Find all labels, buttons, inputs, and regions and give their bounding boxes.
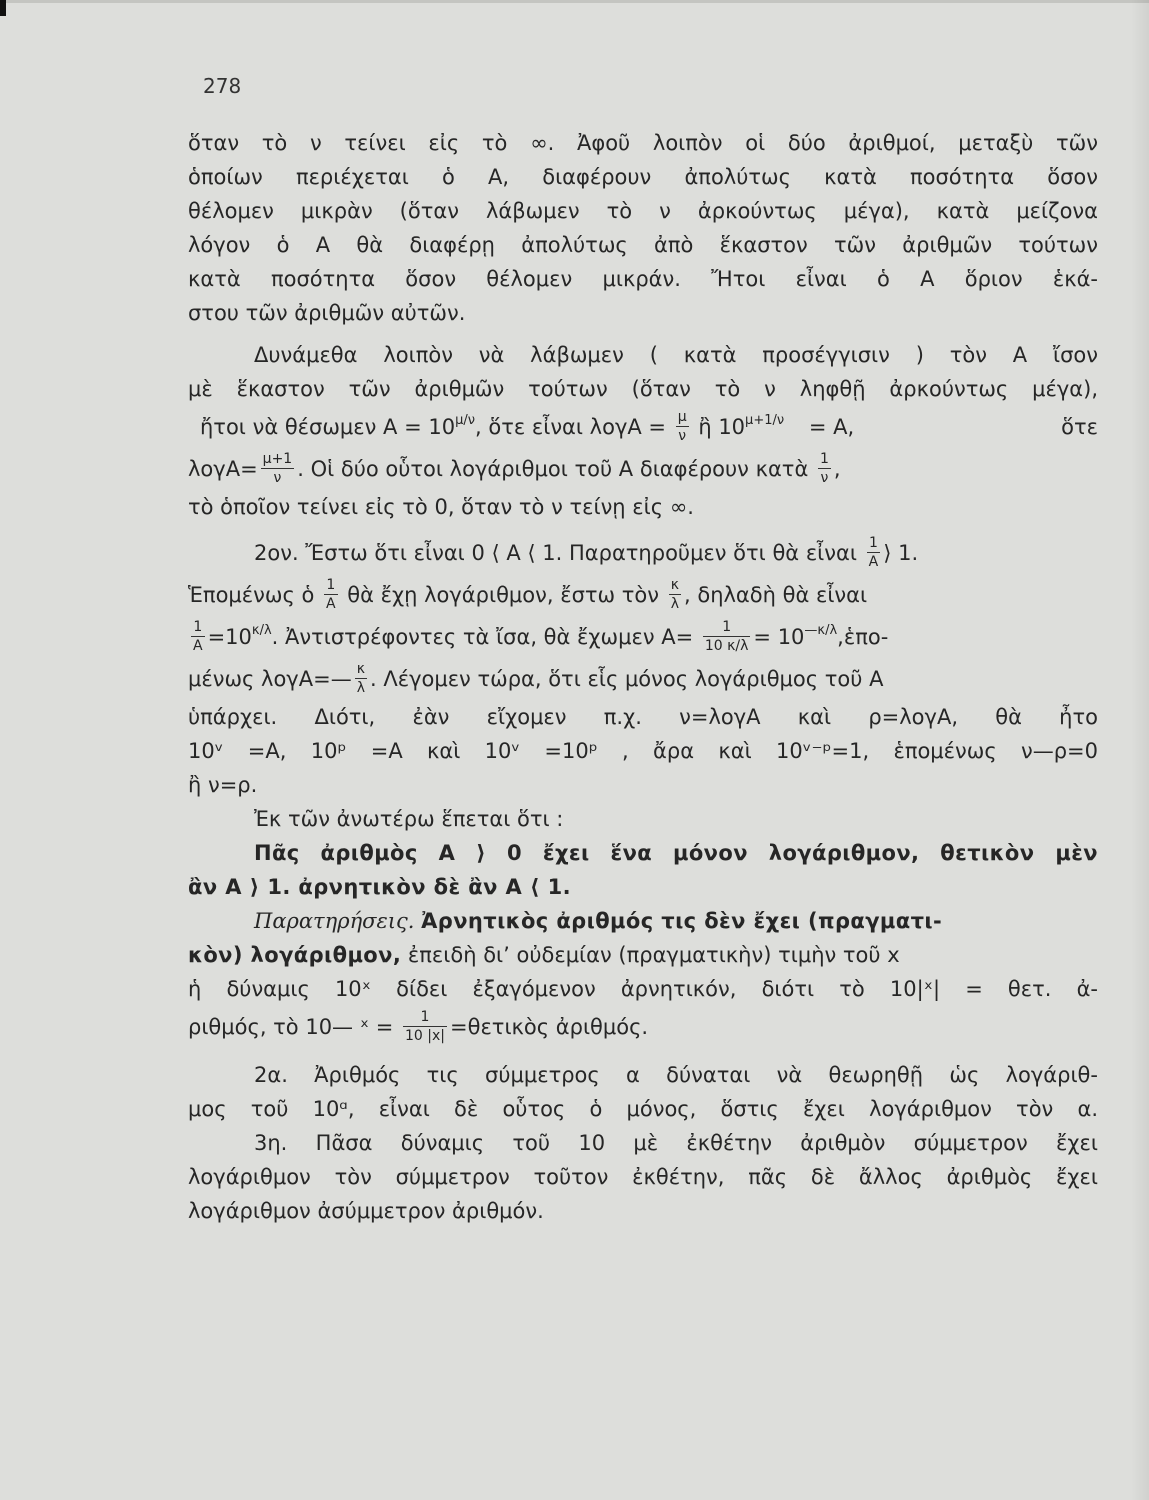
formula-line xyxy=(188,406,1098,448)
scan-corner-mark xyxy=(0,0,6,16)
formula-line xyxy=(188,616,1098,658)
page-top-edge xyxy=(0,0,1149,3)
text-segment: =10 xyxy=(207,625,252,649)
text-line: θέλομεν μικρὰν (ὅταν λάβωμεν τὸ ν ἀρκούντως μέγα), κατὰ μείζονα xyxy=(188,199,1098,223)
formula-line xyxy=(188,658,1098,700)
formula-line xyxy=(188,532,1098,574)
fraction-1-over-nu: $\frac{1}{\nu}$ xyxy=(819,450,829,486)
exponent-mu-plus-1-over-nu: μ+1/ν xyxy=(745,413,785,428)
text-segment: ἐπειδὴ δι’ οὐδεμίαν (πραγματικὴν) τιμὴν τοῦ x xyxy=(407,943,900,967)
text-segment: = Α, xyxy=(808,415,855,439)
theorem-line xyxy=(188,836,1098,870)
page-number: 278 xyxy=(203,74,242,98)
theorem-line xyxy=(188,870,1098,904)
text-line: λογάριθμον ἀσύμμετρον ἀριθμόν. xyxy=(188,1199,544,1223)
formula-segment xyxy=(200,406,854,448)
text-line: λογάριθμον τὸν σύμμετρον τοῦτον ἐκθέτην, πᾶς δὲ ἄλλος ἀριθμὸς ἔχει xyxy=(188,1165,1098,1189)
text-line: ἢ ν=ρ. xyxy=(188,773,258,797)
text-line: 3η. Πᾶσα δύναμις τοῦ 10 μὲ ἐκθέτην ἀριθμὸν σύμμετρον ἔχει xyxy=(254,1131,1098,1155)
text-segment: . Οἱ δύο οὗτοι λογάριθμοι τοῦ Α διαφέρουν κατὰ xyxy=(297,457,809,481)
fraction-mu-plus-1-over-nu: $\frac{\mu+1}{\nu}$ xyxy=(262,450,293,486)
text-line: ὑπάρχει. Διότι, ἐὰν εἴχομεν π.χ. ν=λογΑ καὶ ρ=λογΑ, θὰ ἦτο xyxy=(188,705,1098,729)
fraction-1-over-10-kl: $\frac{1}{10 \kappa/\lambda}$ xyxy=(704,618,749,654)
fraction-1-over-A: $\frac{1}{A}$ xyxy=(326,576,336,612)
text-line: ὁποίων περιέχεται ὁ Α, διαφέρουν ἀπολύτως κατὰ ποσότητα ὅσον xyxy=(188,165,1098,189)
text-line: 2α. Ἀριθμός τις σύμμετρος α δύναται νὰ θεωρηθῇ ὡς λογάριθ- xyxy=(254,1063,1098,1087)
remarks-line xyxy=(188,904,1098,938)
text-segment: =θετικὸς ἀριθμός. xyxy=(450,1015,649,1039)
exponent-kappa-over-lambda: κ/λ xyxy=(251,623,272,638)
text-segment: . Λέγομεν τώρα, ὅτι εἷς μόνος λογάριθμος τοῦ Α xyxy=(370,667,884,691)
text-line: 10ᵛ =Α, 10ᵖ =Α καὶ 10ᵛ =10ᵖ , ἄρα καὶ 10ᵛ⁻ᵖ=1, ἑπομένως ν—ρ=0 xyxy=(188,739,1098,763)
exponent-mu-over-nu: μ/ν xyxy=(455,413,475,428)
text-line: Ἐκ τῶν ἀνωτέρω ἕπεται ὅτι : xyxy=(254,807,564,831)
text-segment: Ἑπομένως ὁ xyxy=(188,583,315,607)
text-segment: = 10 xyxy=(753,625,805,649)
formula-line xyxy=(188,1006,1098,1048)
text-segment: ⟩ 1. xyxy=(883,541,919,565)
formula-line xyxy=(188,574,1098,616)
text-line: λόγον ὁ Α θὰ διαφέρῃ ἀπολύτως ἀπὸ ἕκαστον τῶν ἀριθμῶν τούτων xyxy=(188,233,1098,257)
text-line: μος τοῦ 10ᵅ, εἶναι δὲ οὗτος ὁ μόνος, ὅστις ἔχει λογάριθμον τὸν α. xyxy=(188,1097,1098,1121)
theorem-text: Πᾶς ἀριθμὸς Α ⟩ 0 ἔχει ἕνα μόνον λογάριθμον, θετικὸν μὲν xyxy=(254,841,1098,865)
fraction-1-over-10-abs-x: $\frac{1}{10 |x|}$ xyxy=(405,1008,445,1044)
text-segment: . Ἀντιστρέφοντες τὰ ἴσα, θὰ ἔχωμεν Α= xyxy=(271,625,694,649)
remarks-heading: Παρατηρήσεις. xyxy=(254,909,415,933)
exponent-neg-kappa-over-lambda: —κ/λ xyxy=(804,623,838,638)
fraction-kappa-over-lambda: $\frac{\kappa}{\lambda}$ xyxy=(356,660,365,696)
text-line: κατὰ ποσότητα ὅσον θέλομεν μικράν. Ἤτοι εἶναι ὁ Α ὅριον ἑκά- xyxy=(188,267,1098,291)
fraction-mu-over-nu: $\frac{\mu}{\nu}$ xyxy=(677,408,687,444)
text-segment: μένως λογΑ=— xyxy=(188,667,352,691)
page-edge-shadow xyxy=(1131,0,1149,1500)
remark-bold-text: Ἀρνητικὸς ἀριθμός τις δὲν ἔχει (πραγματι- xyxy=(421,909,943,933)
text-segment: ἢ 10 xyxy=(698,415,746,439)
remark-bold-text: κὸν) λογάριθμον, xyxy=(188,943,402,967)
page-body xyxy=(188,126,1098,1228)
theorem-text: ἂν Α ⟩ 1. ἀρνητικὸν δὲ ἂν Α ⟨ 1. xyxy=(188,875,572,899)
text-segment: ἤτοι νὰ θέσωμεν Α = 10 xyxy=(200,415,456,439)
text-segment: λογΑ= xyxy=(188,457,258,481)
text-line: τὸ ὁποῖον τείνει εἰς τὸ 0, ὅταν τὸ ν τείνῃ εἰς ∞. xyxy=(188,495,694,519)
text-segment: ,ἑπο- xyxy=(837,625,889,649)
fraction-1-over-A: $\frac{1}{A}$ xyxy=(868,534,879,570)
formula-line xyxy=(188,448,1098,490)
fraction-kappa-over-lambda: $\frac{\kappa}{\lambda}$ xyxy=(670,576,679,612)
text-line: μὲ ἕκαστον τῶν ἀριθμῶν τούτων (ὅταν τὸ ν ληφθῇ ἀρκούντως μέγα), xyxy=(188,377,1098,401)
remarks-line xyxy=(188,938,1098,972)
text-line: ἡ δύναμις 10ˣ δίδει ἐξαγόμενον ἀρνητικόν, διότι τὸ 10|ˣ| = θετ. ἀ- xyxy=(188,977,1098,1001)
text-segment: ριθμός, τὸ 10— ˣ = xyxy=(188,1015,394,1039)
text-line: Δυνάμεθα λοιπὸν νὰ λάβωμεν ( κατὰ προσέγγισιν ) τὸν Α ἴσον xyxy=(254,343,1098,367)
text-segment: , δηλαδὴ θὰ εἶναι xyxy=(684,583,868,607)
text-line: ὅταν τὸ ν τείνει εἰς τὸ ∞. Ἀφοῦ λοιπὸν οἱ δύο ἀριθμοί, μεταξὺ τῶν xyxy=(188,131,1098,155)
text-segment: ὅτε xyxy=(1061,415,1098,439)
text-segment: , xyxy=(833,457,841,481)
text-segment: , ὅτε εἶναι λογΑ = xyxy=(475,415,667,439)
fraction-1-over-A: $\frac{1}{A}$ xyxy=(193,618,203,654)
text-line: στου τῶν ἀριθμῶν αὐτῶν. xyxy=(188,301,466,325)
text-segment: 2ον. Ἔστω ὅτι εἶναι 0 ⟨ Α ⟨ 1. Παρατηροῦμεν ὅτι θὰ εἶναι xyxy=(254,541,857,565)
text-segment: θὰ ἔχῃ λογάριθμον, ἔστω τὸν xyxy=(347,583,660,607)
